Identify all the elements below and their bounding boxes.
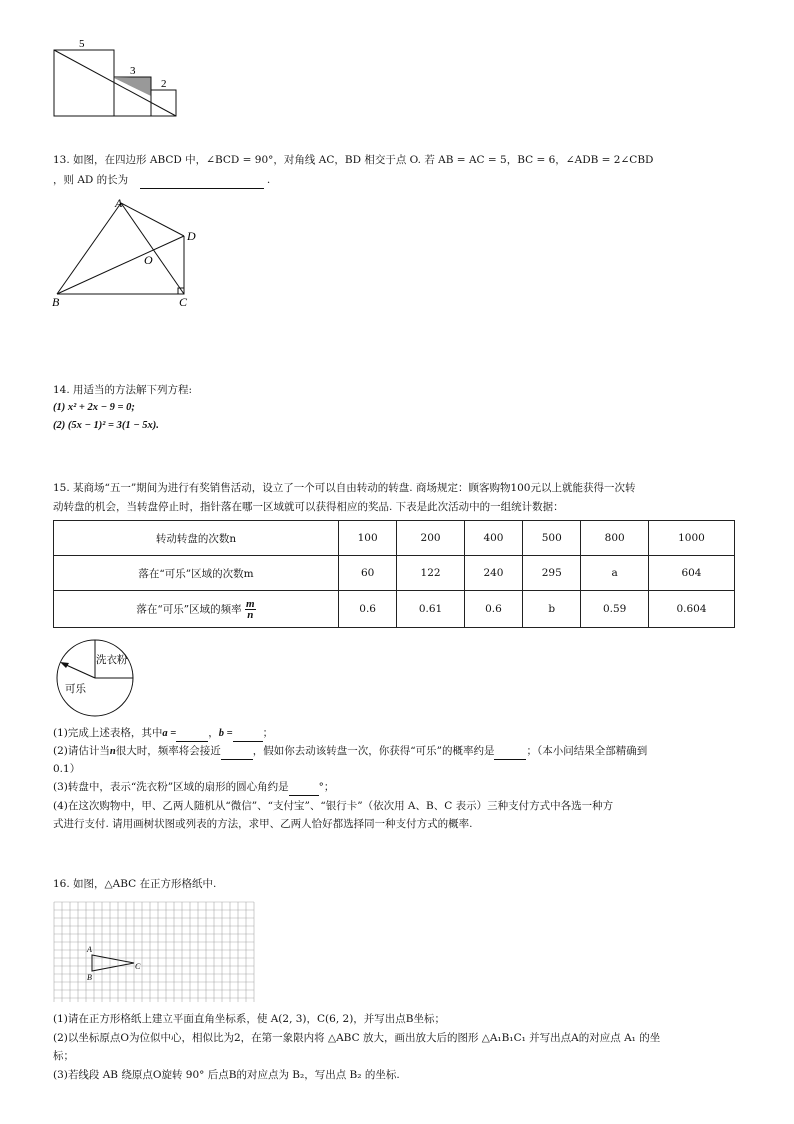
triangle-ABC — [92, 955, 134, 971]
var-b: b = — [218, 728, 233, 739]
answer-blank-freq[interactable] — [221, 744, 253, 760]
square-2 — [151, 90, 176, 116]
table-cell: 240 — [464, 556, 522, 591]
table-cell: 100 — [339, 521, 397, 556]
table-cell: b — [523, 591, 581, 628]
var-a: a = — [162, 728, 177, 739]
q15-part1 — [53, 726, 273, 742]
square-5 — [54, 50, 114, 116]
q15-part2-text-a: (2)请估计当 — [53, 745, 110, 757]
answer-blank-a[interactable] — [176, 726, 208, 742]
var-n: n — [109, 746, 116, 757]
row-head-cola-frequency — [54, 591, 339, 628]
table-cell: 60 — [339, 556, 397, 591]
q15-part2-cont: 0.1） — [53, 763, 81, 775]
grid-figure — [52, 900, 256, 1004]
answer-blank-angle[interactable] — [289, 780, 319, 796]
q15-part2-text-e: ；（本小问结果全部精确到 — [526, 745, 648, 757]
label-3: 3 — [130, 65, 136, 77]
grid-lines — [54, 902, 254, 1002]
table-cell: 1000 — [648, 521, 734, 556]
table-cell: 500 — [523, 521, 581, 556]
q16-part3: (3)若线段 AB 绕原点O旋转 90° 后点B的对应点为 B₂，写出点 B₂ 的坐标. — [53, 1069, 400, 1081]
quadrilateral-figure — [48, 195, 198, 310]
point-C: C — [135, 962, 141, 971]
table-cell: 122 — [397, 556, 465, 591]
q15-part2-text-d: ，假如你去动该转盘一次，你获得“可乐”的概率约是 — [252, 745, 495, 757]
diagonal-line — [54, 50, 176, 116]
table-cell: 800 — [581, 521, 649, 556]
answer-blank-prob[interactable] — [494, 744, 526, 760]
table-cell: a — [581, 556, 649, 591]
q15-part4-line1: (4)在这次购物中，甲、乙两人随机从“微信”、“支付宝”、“银行卡”（依次用 A、B、C 表示）三种支付方式中各选一种方 — [53, 800, 614, 812]
q14-eq1: (1) x² + 2x − 9 = 0; — [53, 402, 135, 413]
q13-line2-suffix: . — [266, 174, 271, 186]
table-row — [54, 556, 735, 591]
row-head-frequency-text: 落在“可乐”区域的频率 — [136, 603, 242, 615]
row-head-cola-count: 落在“可乐”区域的次数m — [54, 556, 339, 591]
point-B: B — [52, 295, 60, 309]
q13-line1: 13. 如图，在四边形 ABCD 中，∠BCD = 90°，对角线 AC，BD 相交于点 O. 若 AB = AC = 5，BC = 6，∠ADB = 2∠CBD — [53, 154, 654, 166]
q15-part1-end: ； — [262, 727, 274, 739]
q13-line2 — [53, 173, 270, 189]
spinner-pointer — [64, 664, 95, 678]
label-2: 2 — [161, 78, 167, 90]
q13-line2-prefix: ，则 AD 的长为 — [53, 174, 129, 186]
table-row — [54, 521, 735, 556]
q13-answer-blank[interactable] — [140, 173, 264, 189]
q16-part2-line2: 标； — [53, 1050, 74, 1062]
answer-blank-b[interactable] — [233, 726, 263, 742]
q15-part3-end: °； — [318, 781, 335, 793]
table-cell: 604 — [648, 556, 734, 591]
table-cell: 0.59 — [581, 591, 649, 628]
point-A: A — [115, 196, 123, 210]
arrow-icon — [60, 662, 69, 668]
table-cell: 200 — [397, 521, 465, 556]
q14-eq2: (2) (5x − 1)² = 3(1 − 5x). — [53, 420, 159, 431]
fraction-m-over-n — [245, 599, 256, 620]
point-B: B — [87, 973, 92, 982]
q15-part2 — [53, 744, 647, 760]
label-kele: 可乐 — [65, 684, 86, 695]
q15-part4-line2: 式进行支付. 请用画树状图或列表的方法，求甲、乙两人恰好都选择同一种支付方式的概率. — [53, 818, 473, 830]
q15-part1-text: (1)完成上述表格，其中 — [53, 727, 163, 739]
table-cell: 0.61 — [397, 591, 465, 628]
q15-line1: 15. 某商场“五一”期间为进行有奖销售活动，设立了一个可以自由转动的转盘. 商场规定：顾客购物100元以上就能获得一次转 — [53, 482, 636, 494]
q15-part3-text: (3)转盘中，表示“洗衣粉”区域的扇形的圆心角约是 — [53, 781, 289, 793]
table-cell: 0.6 — [339, 591, 397, 628]
point-D: D — [187, 229, 196, 243]
point-C: C — [179, 295, 188, 309]
table-cell: 295 — [523, 556, 581, 591]
shaded-region — [114, 77, 151, 96]
fraction-numerator: m — [246, 597, 255, 610]
table-row — [54, 591, 735, 628]
label-5: 5 — [79, 38, 85, 50]
table-cell: 0.604 — [648, 591, 734, 628]
q16-part2-line1: (2)以坐标原点O为位似中心，相似比为2，在第一象限内将 △ABC 放大，画出放大后的图形 △A₁B₁C₁ 并写出点A的对应点 A₁ 的坐 — [53, 1032, 661, 1044]
spinner-figure — [50, 638, 140, 718]
squares-figure — [50, 34, 185, 120]
q15-line2: 动转盘的机会，当转盘停止时，指针落在哪一区域就可以获得相应的奖品. 下表是此次活动中的一组统计数据： — [53, 501, 564, 513]
statistics-table — [53, 520, 735, 628]
q15-part3 — [53, 780, 334, 796]
point-O: O — [144, 253, 153, 267]
q15-part2-text-c: 很大时，频率将会接近 — [115, 745, 221, 757]
q15-part1-sep: ， — [208, 727, 219, 739]
row-head-spins: 转动转盘的次数n — [54, 521, 339, 556]
fraction-denominator: n — [247, 608, 254, 621]
table-cell: 400 — [464, 521, 522, 556]
table-cell: 0.6 — [464, 591, 522, 628]
q16-title: 16. 如图，△ABC 在正方形格纸中. — [53, 878, 217, 890]
point-A: A — [87, 945, 92, 954]
label-xiyifen: 洗衣粉 — [96, 655, 128, 666]
q16-part1: (1)请在正方形格纸上建立平面直角坐标系，使 A(2, 3)，C(6, 2)，并写出点B坐标； — [53, 1013, 446, 1025]
q14-title: 14. 用适当的方法解下列方程: — [53, 384, 193, 396]
